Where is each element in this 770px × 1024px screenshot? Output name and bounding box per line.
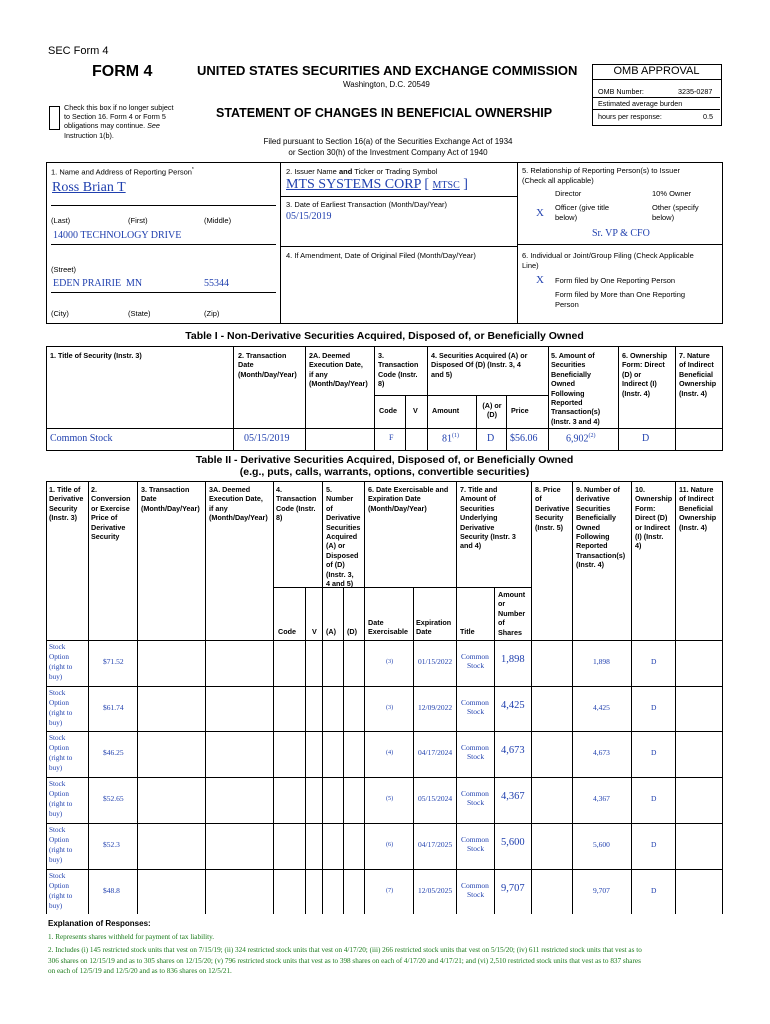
state-value: MN [126,278,143,289]
date-exercisable: (5) [386,795,394,802]
t1-row-title: Common Stock [50,433,113,444]
t2-col11-header: 11. Nature of Indirect Beneficial Ownership (Instr. 4) [679,485,717,532]
derivative-title-line: (right to [49,892,73,900]
table-row-divider [46,686,723,687]
derivative-title-line: Option [49,653,69,661]
t1-col3-header: 3. Transaction Code (Instr. 8) [378,351,419,389]
derivative-title-line: Stock [49,643,66,651]
expiration-date: 12/05/2025 [418,886,453,895]
t1-price-header: Price [511,406,529,415]
t1-col1-header: 1. Title of Security (Instr. 3) [50,351,142,360]
explanation-heading: Explanation of Responses: [48,919,151,928]
ownership-form: D [651,657,657,666]
no-longer-subject-checkbox[interactable] [49,106,60,130]
footnote-2: 2. Includes (i) 145 restricted stock units that vest on 7/15/19; (ii) 324 restricted stock units that vest on 4/17/20; (iii) 266 restricted stock units that vest on 5/15/20; (iv) 611 restricted stock units that vest as to 306 shares on 12/15/19 and as to 305 shares on 12/15/20; (v) 796 restricted stock units that vest as to 398 shares on each of 4/17/20 and 4/17/21; and (vi) 2,510 restricted stock units that vest as to 837 shares on each of 12/5/19 and 12/5/20 and as to 836 shares on 12/5/21. [48,946,642,975]
derivative-title-line: Option [49,790,69,798]
table-row-divider [46,869,723,870]
t1-row-owned: 6,902$^{(2)}$ [566,433,596,445]
t1-row-date: 05/15/2019 [244,433,290,444]
t1-col4-header: 4. Securities Acquired (A) or Disposed Of (D) (Instr. 3, 4 and 5) [431,351,528,379]
sec-form-label: SEC Form 4 [48,45,109,57]
underlying-title-line: Common [461,881,489,890]
officer-check-mark: X [536,207,544,219]
zip-value: 55344 [204,278,229,289]
t2-date-exercisable-header: Date Exercisable [368,618,408,637]
t2-col3a-header: 3A. Deemed Execution Date, if any (Month/Day/Year) [209,485,268,523]
underlying-title-line: Stock [467,844,485,853]
derivative-title-line: buy) [49,719,63,727]
derivative-title-line: buy) [49,764,63,772]
t2-col10-header: 10. Ownership Form: Direct (D) or Indirect (I) (Instr. 4) [635,485,673,551]
omb-number-label: OMB Number: [598,87,644,96]
t1-aord-header: (A) or (D) [482,401,502,420]
derivative-title-line: buy) [49,810,63,818]
underlying-title-line: Common [461,835,489,844]
conversion-price: $52.3 [103,840,120,849]
one-person-option[interactable]: Form filed by One Reporting Person [555,276,676,285]
box2-label: 2. Issuer Name and Ticker or Trading Symbol [286,167,438,176]
owned-following: 4,425 [593,703,610,712]
underlying-title-line: Stock [467,798,485,807]
ownership-form: D [651,840,657,849]
omb-burden-label: Estimated average burden [598,99,683,108]
zip-label: (Zip) [204,309,220,318]
t2-col6-header: 6. Date Exercisable and Expiration Date (Month/Day/Year) [368,485,449,513]
derivative-title-line: Option [49,744,69,752]
checkbox-instructions: Check this box if no longer subject to Section 16. Form 4 or Form 5 obligations may continue. See Instruction 1(b). [64,103,174,140]
first-label: (First) [128,216,148,225]
table1-title: Table I - Non-Derivative Securities Acquired, Disposed of, or Beneficially Owned [185,330,584,342]
omb-hours-label: hours per response: [598,112,662,121]
footnote-1: 1. Represents shares withheld for payment of tax liability. [48,933,215,941]
derivative-title-line: Stock [49,872,66,880]
t2-v-header: V [312,627,317,636]
expiration-date: 01/15/2022 [418,657,453,666]
date-exercisable: (3) [386,658,394,665]
ownership-form: D [651,794,657,803]
t2-col9-header: 9. Number of derivative Securities Beneficially Owned Following Reported Transaction(s) (Instr. 4) [576,485,626,570]
underlying-title-line: Stock [467,707,485,716]
t2-col8-header: 8. Price of Derivative Security (Instr. 5) [535,485,570,532]
derivative-title-line: (right to [49,754,73,762]
ownership-form: D [651,703,657,712]
underlying-title-line: Stock [467,661,485,670]
table2-title: Table II - Derivative Securities Acquired, Disposed of, or Beneficially Owned (e.g., puts, calls, warrants, options, convertible securities) [195,454,574,478]
one-person-check-mark: X [536,274,544,286]
underlying-title-line: Common [461,652,489,661]
filed-pursuant: Filed pursuant to Section 16(a) of the Securities Exchange Act of 1934 or Section 30(h) of the Investment Company Act of 1940 [263,137,513,157]
t2-col5-header: 5. Number of Derivative Securities Acquired (A) or Disposed of (D) (Instr. 3, 4 and 5) [326,485,361,589]
reporting-person-name: Ross Brian T [52,180,126,195]
t2-expiration-header: Expiration Date [416,618,452,637]
date-exercisable: (4) [386,749,394,756]
box5-label: 5. Relationship of Reporting Person(s) to Issuer (Check all applicable) [522,166,680,185]
street-value: 14000 TECHNOLOGY DRIVE [53,230,182,241]
street-label: (Street) [51,265,77,274]
omb-number-value: 3235-0287 [678,87,713,96]
t2-col3-header: 3. Transaction Date (Month/Day/Year) [141,485,200,513]
derivative-title-line: (right to [49,846,73,854]
t1-row-aord: D [487,433,495,444]
form-title: FORM 4 [92,63,153,80]
agency-location: Washington, D.C. 20549 [343,80,430,89]
t2-code-header: Code [278,627,296,636]
state-label: (State) [128,309,151,318]
derivative-title-line: (right to [49,663,73,671]
underlying-title-line: Stock [467,752,485,761]
officer-option[interactable]: Officer (give title below) [555,203,610,222]
derivative-title-line: buy) [49,673,63,681]
city-label: (City) [51,309,69,318]
derivative-title-line: Stock [49,734,66,742]
derivative-title-line: buy) [49,856,63,864]
expiration-date: 04/17/2024 [418,748,453,757]
ownership-form: D [651,748,657,757]
date-exercisable: (6) [386,841,394,848]
owned-following: 4,367 [593,794,610,803]
omb-title: OMB APPROVAL [592,64,721,80]
t2-col4-header: 4. Transaction Code (Instr. 8) [276,485,317,523]
derivative-title-line: buy) [49,902,63,910]
t2-amount-header: Amount or Number of Shares [498,590,526,637]
t1-row-form: D [642,433,650,444]
owned-following: 5,600 [593,840,610,849]
more-person-option[interactable]: Form filed by More than One Reporting Person [555,290,686,309]
t2-a-header: (A) [326,627,336,636]
conversion-price: $61.74 [103,703,124,712]
derivative-title-line: Stock [49,826,66,834]
t2-col1-header: 1. Title of Derivative Security (Instr. 3) [49,485,84,523]
middle-label: (Middle) [204,216,232,225]
box4-label: 4. If Amendment, Date of Original Filed (Month/Day/Year) [286,251,476,260]
t1-col5-header: 5. Amount of Securities Beneficially Owned Following Reported Transaction(s) (Instr. 3 and 4) [551,351,601,426]
ten-percent-option[interactable]: 10% Owner [652,189,692,198]
t1-row-price: $56.06 [510,433,538,444]
owned-following: 4,673 [593,748,610,757]
officer-title: Sr. VP & CFO [592,228,650,239]
date-exercisable: (7) [386,887,394,894]
last-label: (Last) [51,216,71,225]
box1-label: 1. Name and Address of Reporting Person* [51,167,194,177]
underlying-shares: 4,367 [501,791,525,802]
underlying-shares: 1,898 [501,654,525,665]
table-row-divider [46,777,723,778]
box6-label: 6. Individual or Joint/Group Filing (Check Applicable Line) [522,251,694,270]
underlying-shares: 4,673 [501,745,525,756]
underlying-shares: 4,425 [501,700,525,711]
director-option[interactable]: Director [555,189,582,198]
conversion-price: $48.8 [103,886,120,895]
underlying-shares: 9,707 [501,883,525,894]
conversion-price: $71.52 [103,657,124,666]
t1-col2-header: 2. Transaction Date (Month/Day/Year) [238,351,297,379]
t1-row-amount: 81$^{(1)}$ [442,433,459,445]
underlying-title-line: Common [461,789,489,798]
t1-v-header: V [413,406,418,415]
t2-col7-header: 7. Title and Amount of Securities Underlying Derivative Security (Instr. 3 and 4) [460,485,516,551]
date-exercisable: (3) [386,704,394,711]
derivative-title-line: (right to [49,709,73,717]
conversion-price: $52.65 [103,794,124,803]
t2-d-header: (D) [347,627,357,636]
t1-col7-header: 7. Nature of Indirect Beneficial Ownership (Instr. 4) [679,351,717,398]
underlying-title-line: Common [461,743,489,752]
statement-title: STATEMENT OF CHANGES IN BENEFICIAL OWNERSHIP [216,106,553,120]
earliest-transaction-date: 05/15/2019 [286,211,332,222]
derivative-title-line: Option [49,699,69,707]
t1-col2a-header: 2A. Deemed Execution Date, if any (Month/Day/Year) [309,351,368,389]
city-value: EDEN PRAIRIE [53,278,122,289]
conversion-price: $46.25 [103,748,124,757]
t1-amount-header: Amount [432,406,460,415]
derivative-title-line: Stock [49,689,66,697]
t1-col6-header: 6. Ownership Form: Direct (D) or Indirect (I) (Instr. 4) [622,351,668,398]
underlying-shares: 5,600 [501,837,525,848]
underlying-title-line: Stock [467,890,485,899]
derivative-title-line: (right to [49,800,73,808]
owned-following: 9,707 [593,886,610,895]
derivative-title-line: Option [49,836,69,844]
other-option[interactable]: Other (specify below) [652,203,699,222]
underlying-title-line: Common [461,698,489,707]
derivative-title-line: Option [49,882,69,890]
t2-title-header: Title [460,627,475,636]
expiration-date: 12/09/2022 [418,703,453,712]
t1-code-header: Code [379,406,397,415]
issuer-name: MTS SYSTEMS CORP [ MTSC ] [286,177,468,192]
expiration-date: 05/15/2024 [418,794,453,803]
table-row-divider [46,823,723,824]
omb-hours-value: 0.5 [703,112,713,121]
ownership-form: D [651,886,657,895]
table-row-divider [46,731,723,732]
agency-title: UNITED STATES SECURITIES AND EXCHANGE COMMISSION [197,63,578,78]
owned-following: 1,898 [593,657,610,666]
t1-row-code: F [389,433,394,442]
expiration-date: 04/17/2025 [418,840,453,849]
t2-col2-header: 2. Conversion or Exercise Price of Derivative Security [91,485,131,542]
box3-label: 3. Date of Earliest Transaction (Month/Day/Year) [286,200,448,209]
derivative-title-line: Stock [49,780,66,788]
